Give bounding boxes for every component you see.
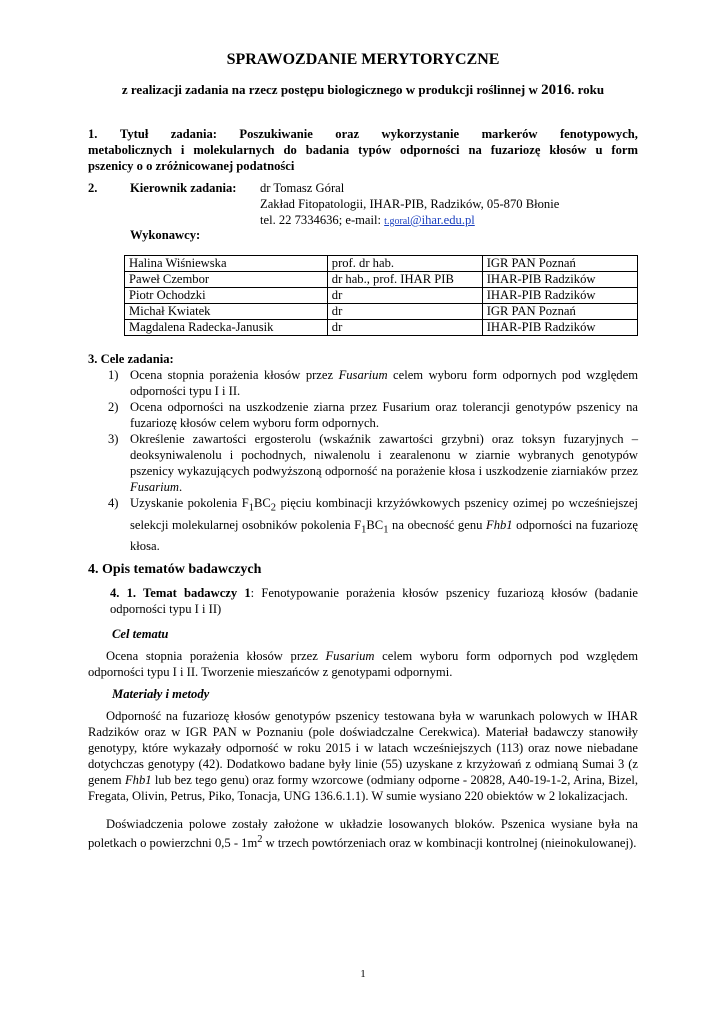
section-1-word: markerów — [481, 127, 538, 141]
goal-4-text-d: BC — [366, 517, 384, 532]
subtitle-year: 2016 — [541, 82, 572, 98]
team-member-title: dr — [327, 304, 482, 320]
section-1-label: Tytuł — [119, 127, 149, 141]
goal-4-sub: 2 — [270, 502, 277, 514]
leader-name: dr Tomasz Góral — [260, 181, 345, 195]
section-1-word: oraz — [335, 127, 360, 141]
section-1-line-3: pszenicy o o zróżnicowanej podatności — [88, 159, 295, 173]
goal-number: 2) — [108, 400, 119, 414]
goal-4-text-b: BC — [253, 496, 271, 510]
table-row — [125, 320, 638, 336]
materials-paragraph — [88, 708, 638, 804]
goals-list — [88, 367, 638, 554]
p3-text-b: w trzech powtórzeniach oraz w kombinacji kontrolnej (nieinokulowanej). — [262, 836, 637, 851]
goal-text — [130, 431, 638, 495]
goal-4-text-c: pięciu kombinacji krzyżówkowych pszenicy ozimej po wcześniejszej selekcji molekularnej osobników pokolenia F — [130, 496, 638, 532]
email-link-domain[interactable]: @ihar.edu.pl — [410, 213, 475, 227]
section-1-word: fenotypowych, — [559, 127, 638, 141]
cel-text-a: Ocena stopnia porażenia kłosów przez — [106, 649, 326, 663]
leader-address: Zakład Fitopatologii, IHAR-PIB, Radzików, 05-870 Błonie — [260, 197, 560, 211]
goal-text — [130, 495, 638, 554]
subtitle-end: . roku — [571, 82, 605, 97]
section-1-word: zadania: — [170, 127, 217, 141]
document-title: SPRAWOZDANIE MERYTORYCZNE — [226, 51, 500, 68]
team-member-name: Magdalena Radecka-Janusik — [125, 320, 328, 336]
goal-text — [130, 367, 638, 399]
goal-3-text-b: . — [178, 480, 183, 494]
team-member-title: prof. dr hab. — [327, 256, 482, 272]
section-2-number: 2. — [88, 181, 98, 195]
list-item — [88, 367, 638, 399]
goal-3-text-a: Określenie zawartości ergosterolu (wskaźnik zawartości grzybni) oraz toksyn fuzaryjnych – deoksyniwalenolu i pochodnych, niwalenolu i zearalenonu w ziarnie wybranych genotypów pszenicy wykazujących podwyższoną odporność na porażenie kłosa i uszkodzenie ziarniaków przez — [130, 432, 638, 478]
goals-heading: 3. Cele zadania: — [88, 352, 174, 366]
team-member-title: dr hab., prof. IHAR PIB — [327, 272, 482, 288]
table-row — [125, 256, 638, 272]
cel-text-b: celem wyboru form odpornych pod względem odporności typu I i II. Tworzenie mieszańców z genotypami odpornymi. — [88, 649, 639, 679]
team-member-institution: IHAR-PIB Radzików — [482, 288, 637, 304]
email-link-user[interactable]: t.goral — [384, 216, 410, 227]
goal-number: 4) — [108, 496, 119, 510]
goal-4-text-a: Uzyskanie pokolenia F — [130, 496, 249, 510]
table-row — [125, 304, 638, 320]
table-row — [125, 272, 638, 288]
goal-1-text-a: Ocena stopnia porażenia kłosów przez — [130, 368, 339, 382]
leader-info — [260, 180, 559, 230]
subtitle-text: z realizacji zadania na rzecz postępu biologicznego w produkcji roślinnej w — [121, 82, 538, 97]
p2-text-b: lub bez tego genu) oraz formy wzorcowe (odmiany odporne - 20828, A40-19-1-2, Arina, Bizel, Fregata, Olivin, Petrus, Piko, Tonacja, UNG 136.6.1.1). W sumie wysiano 220 obiektów w 2 lokalizacjach. — [88, 773, 639, 803]
team-member-institution: IHAR-PIB Radzików — [482, 320, 637, 336]
page-number: 1 — [360, 968, 366, 980]
list-item — [88, 399, 638, 431]
section-1-line-1 — [88, 126, 638, 142]
team-member-title: dr — [327, 320, 482, 336]
goal-1-italic: Fusarium — [338, 368, 388, 382]
p3-sup: 2 — [257, 834, 263, 845]
team-member-name: Paweł Czembor — [125, 272, 328, 288]
list-item — [88, 431, 638, 495]
team-member-institution: IHAR-PIB Radzików — [482, 272, 637, 288]
topic-1-label: 4. 1. Temat badawczy 1 — [110, 586, 251, 600]
section-goals — [88, 351, 638, 554]
goal-1-text-b: celem wyboru form odpornych pod względem odporności typu I i II. — [130, 368, 638, 398]
section-1-word: wykorzystanie — [381, 127, 460, 141]
p2-text-a: Odporność na fuzariozę kłosów genotypów pszenicy testowana była w warunkach polowych w IHAR Radzików oraz w IGR PAN w Poznaniu (pole doświadczalne Cerekwica). Materiał badawczy stanowiły genotypy, które wykazały odporność w roku 2015 i w latach wcześniejszych (113) oraz nowe niebadane dotychczas genotypy (42). Dodatkowo badane były linie (55) uzyskane z krzyżowań z odmianą Sumai 3 (z genem — [88, 709, 638, 787]
goal-4-sub: 1 — [383, 524, 389, 536]
section-4-heading: 4. Opis tematów badawczych — [88, 562, 262, 577]
table-row — [125, 288, 638, 304]
topic-1-text: : Fenotypowanie porażenia kłosów pszenicy fuzariozą kłosów (badanie odporności typu I i II) — [110, 586, 638, 616]
team-table — [124, 255, 638, 336]
team-member-name: Michał Kwiatek — [125, 304, 328, 320]
section-1-number: 1. — [88, 127, 98, 141]
section-2-label: Kierownik zadania: — [130, 181, 237, 195]
team-member-institution: IGR PAN Poznań — [482, 256, 637, 272]
goal-4-text-e: na obecność genu — [388, 517, 486, 532]
leader-contact — [260, 212, 559, 230]
p2-italic: Fhb1 — [124, 773, 152, 787]
team-member-institution: IGR PAN Poznań — [482, 304, 637, 320]
topic-1-heading — [110, 585, 638, 617]
team-member-name: Piotr Ochodzki — [125, 288, 328, 304]
section-title-of-task — [88, 126, 638, 174]
team-member-title: dr — [327, 288, 482, 304]
goal-of-topic-heading: Cel tematu — [112, 627, 169, 641]
cel-italic: Fusarium — [325, 649, 375, 663]
goal-4-sub: 1 — [361, 524, 367, 536]
goal-text: Ocena odporności na uszkodzenie ziarna przez Fusarium oraz tolerancji genotypów pszenicy na fuzariozę kłosów celem wyboru form odpornych. — [130, 400, 638, 430]
team-label: Wykonawcy: — [130, 228, 201, 242]
leader-phone: tel. 22 7334636; e-mail: — [260, 213, 385, 227]
section-1-line-2: metabolicznych i molekularnych do badania typów odporności na fuzariozę kłosów u form — [88, 143, 638, 157]
list-item — [88, 495, 638, 554]
goal-4-text-f: odporności na fuzariozę kłosa. — [130, 517, 639, 554]
goal-3-italic: Fusarium — [130, 480, 179, 494]
p3-text-a: Doświadczenia polowe zostały założone w układzie losowanych bloków. Pszenica wysiane była na poletkach o powierzchni 0,5 - 1m — [88, 817, 638, 851]
goal-of-topic-paragraph — [88, 648, 638, 680]
materials-methods-heading: Materiały i metody — [112, 687, 210, 701]
document-subtitle — [88, 82, 638, 98]
team-member-name: Halina Wiśniewska — [125, 256, 328, 272]
goal-number: 1) — [108, 368, 119, 382]
goal-4-sub: 1 — [248, 502, 254, 514]
section-1-word: Poszukiwanie — [239, 127, 313, 141]
field-trials-paragraph — [88, 816, 638, 851]
goal-4-italic: Fhb1 — [486, 517, 513, 532]
goal-number: 3) — [108, 432, 119, 446]
